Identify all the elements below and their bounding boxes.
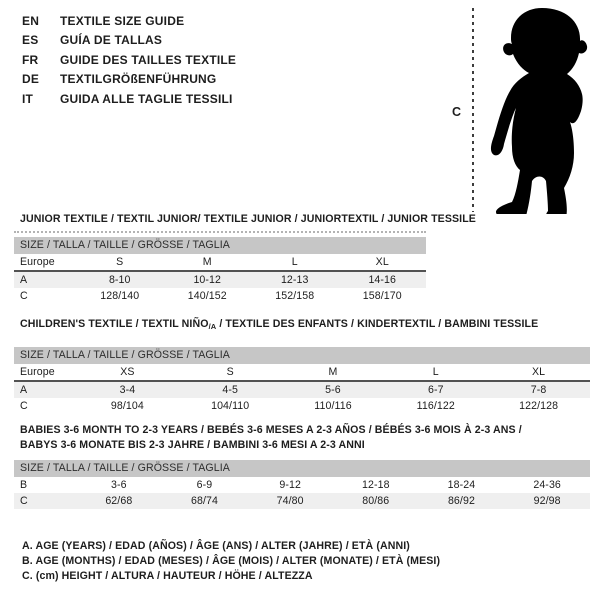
value-cell: 24-36 — [533, 479, 561, 491]
legend — [22, 539, 440, 585]
size-cell: M — [164, 254, 252, 271]
value-cell: 3-4 — [76, 381, 179, 398]
language-title: GUIDE DES TAILLES TEXTILE — [60, 52, 237, 67]
language-row — [22, 70, 236, 90]
babies-size-table — [14, 460, 590, 509]
value-cell: 18-24 — [447, 479, 476, 491]
language-code: DE — [22, 72, 40, 87]
size-cell: S — [76, 254, 164, 271]
size-cell: S — [179, 364, 282, 381]
size-cell: L — [251, 254, 339, 271]
row-label: A — [14, 381, 76, 398]
region-row — [14, 254, 426, 271]
legend-line-c: C. (cm) HEIGHT / ALTURA / HAUTEUR / HÖHE / ALTEZZA — [22, 570, 313, 583]
language-code: FR — [22, 52, 39, 67]
value-cell: 116/122 — [416, 400, 455, 412]
row-label: C — [20, 400, 28, 412]
value-cell: 140/152 — [187, 290, 227, 302]
language-title: TEXTILGRÖßENFÜHRUNG — [60, 72, 217, 87]
children-size-table — [14, 347, 590, 414]
value-cell: 74/80 — [247, 493, 333, 509]
row-label: B — [20, 479, 28, 491]
value-cell: 4-5 — [179, 381, 282, 398]
size-cell: XL — [339, 254, 427, 271]
row-label: Europe — [14, 364, 76, 381]
height-row — [14, 398, 590, 414]
value-cell: 6-9 — [196, 479, 213, 491]
value-cell: 86/92 — [419, 493, 505, 509]
age-row — [14, 271, 426, 288]
value-cell: 8-10 — [76, 271, 164, 288]
height-measure-label: C — [452, 105, 462, 119]
size-cell: XS — [76, 364, 179, 381]
height-measure-dashed-line — [472, 8, 474, 212]
value-cell: 5-6 — [282, 381, 385, 398]
value-cell: 92/98 — [504, 493, 590, 509]
language-row — [22, 89, 236, 109]
children-table-title — [20, 318, 538, 331]
height-row — [14, 493, 590, 509]
row-label: Europe — [14, 254, 76, 271]
babies-table-title — [20, 423, 522, 452]
language-list — [22, 11, 236, 109]
size-header-bar: SIZE / TALLA / TAILLE / GRÖSSE / TAGLIA — [14, 460, 590, 477]
value-cell: 14-16 — [339, 271, 427, 288]
language-row — [22, 11, 236, 31]
language-code: IT — [22, 91, 34, 106]
size-cell: M — [282, 364, 385, 381]
value-cell: 7-8 — [487, 381, 590, 398]
value-cell: 128/140 — [100, 290, 140, 302]
value-cell: 68/74 — [162, 493, 248, 509]
children-title-post: / TEXTILE DES ENFANTS / KINDERTEXTIL / BAMBINI TESSILE — [216, 318, 539, 330]
legend-line-b: B. AGE (MONTHS) / EDAD (MESES) / ÂGE (MOIS) / ALTER (MONATE) / ETÀ (MESI) — [22, 555, 441, 568]
value-cell: 152/158 — [275, 290, 315, 302]
size-cell: XL — [487, 364, 590, 381]
language-title: GUIDA ALLE TAGLIE TESSILI — [60, 91, 233, 106]
age-row — [14, 381, 590, 398]
value-cell: 104/110 — [211, 400, 250, 412]
height-row — [14, 288, 426, 304]
size-header-bar: SIZE / TALLA / TAILLE / GRÖSSE / TAGLIA — [14, 237, 426, 254]
babies-title-line1: BABIES 3-6 MONTH TO 2-3 YEARS / BEBÉS 3-6 MESES A 2-3 AÑOS / BÉBÉS 3-6 MOIS À 2-3 ANS / — [20, 424, 522, 436]
row-label: C — [20, 290, 28, 302]
value-cell: 158/170 — [362, 290, 402, 302]
junior-table-title: JUNIOR TEXTILE / TEXTIL JUNIOR/ TEXTILE JUNIOR / JUNIORTEXTIL / JUNIOR TESSILE — [20, 213, 476, 225]
value-cell: 3-6 — [111, 479, 127, 491]
language-row — [22, 50, 236, 70]
value-cell: 6-7 — [384, 381, 487, 398]
value-cell: 10-12 — [164, 271, 252, 288]
baby-silhouette-icon — [486, 6, 598, 214]
region-row — [14, 364, 590, 381]
value-cell: 62/68 — [76, 493, 162, 509]
row-label: C — [14, 493, 76, 509]
value-cell: 110/116 — [314, 400, 352, 412]
size-header-bar: SIZE / TALLA / TAILLE / GRÖSSE / TAGLIA — [14, 347, 590, 364]
value-cell: 12-13 — [251, 271, 339, 288]
value-cell: 122/128 — [519, 400, 559, 412]
babies-title-line2: BABYS 3-6 MONATE BIS 2-3 JAHRE / BAMBINI 3-6 MESI A 2-3 ANNI — [20, 438, 365, 451]
value-cell: 12-18 — [361, 479, 390, 491]
children-title-sub: /A — [208, 322, 217, 331]
language-code: ES — [22, 33, 39, 48]
language-row — [22, 31, 236, 51]
language-title: GUÍA DE TALLAS — [60, 33, 163, 48]
age-row — [14, 477, 590, 493]
legend-line-a: A. AGE (YEARS) / EDAD (AÑOS) / ÂGE (ANS) / ALTER (JAHRE) / ETÀ (ANNI) — [22, 540, 410, 552]
language-code: EN — [22, 13, 40, 28]
row-label: A — [14, 271, 76, 288]
size-cell: L — [384, 364, 487, 381]
language-title: TEXTILE SIZE GUIDE — [60, 13, 185, 28]
value-cell: 9-12 — [279, 479, 301, 491]
children-title-pre: CHILDREN'S TEXTILE / TEXTIL NIÑO — [20, 318, 209, 330]
value-cell: 98/104 — [110, 400, 144, 412]
junior-size-table — [14, 231, 426, 304]
table-top-rule — [14, 231, 426, 233]
value-cell: 80/86 — [333, 493, 419, 509]
